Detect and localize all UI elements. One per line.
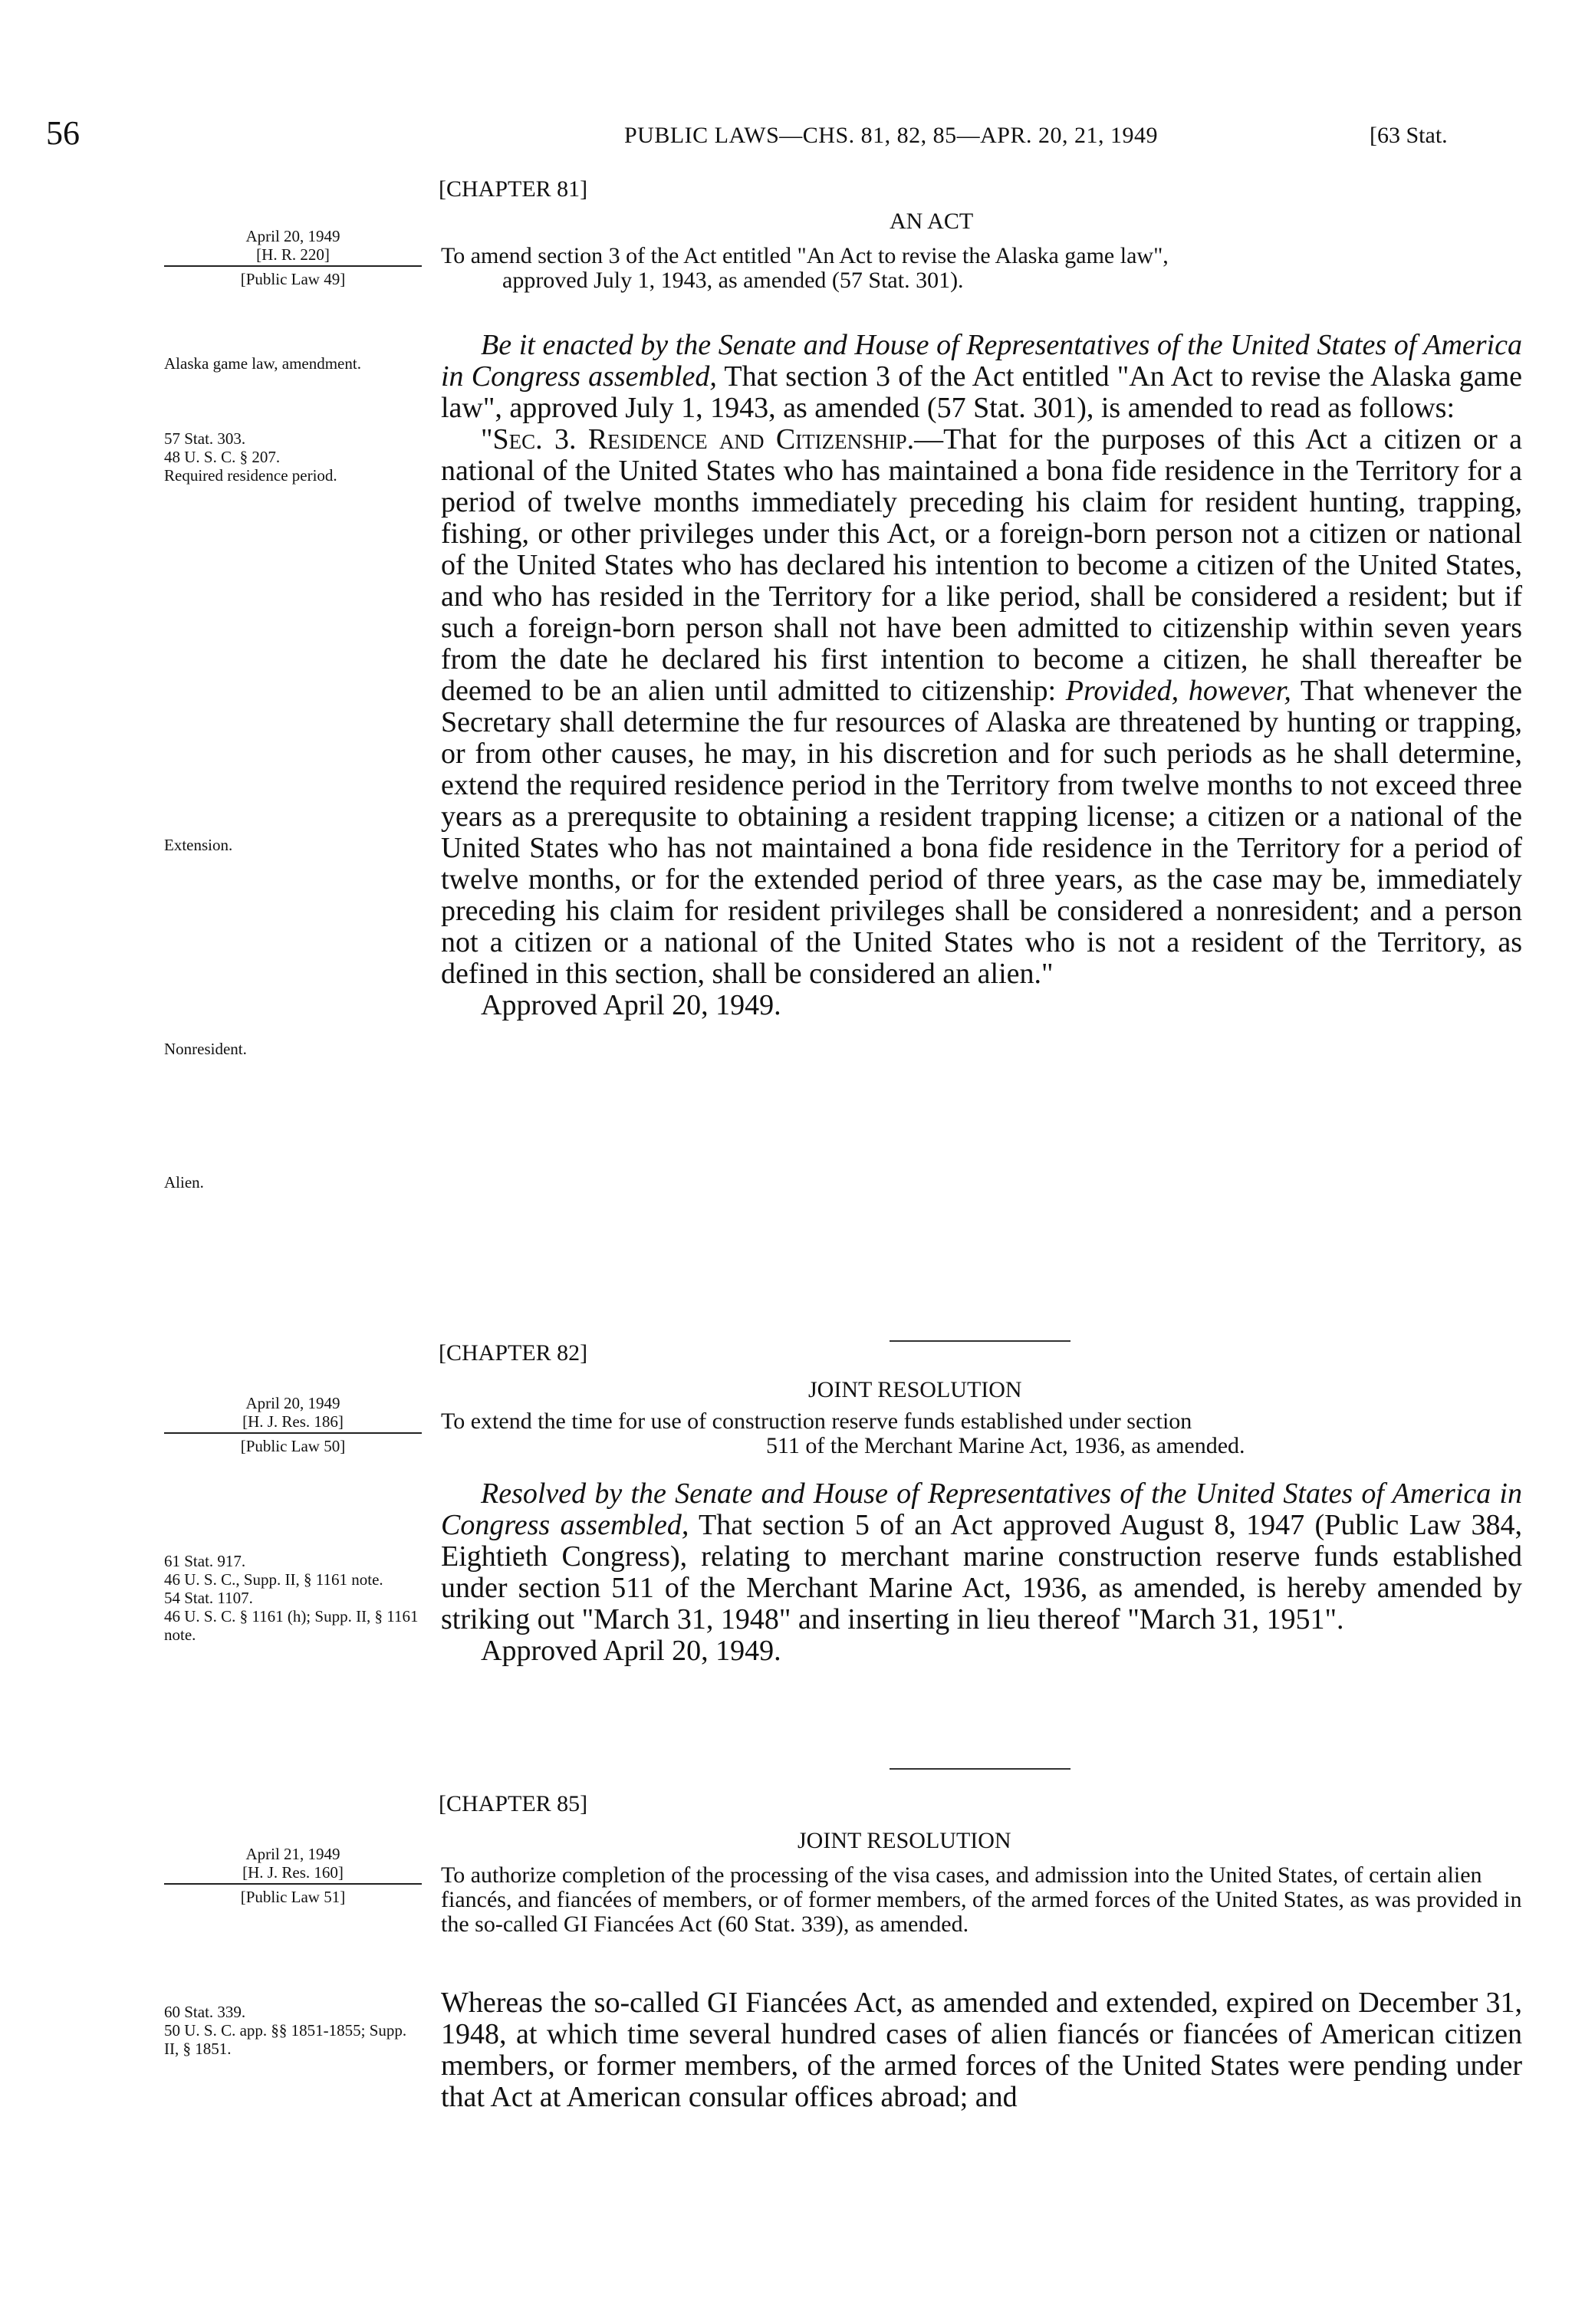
margin-note-residence: Required residence period.	[164, 466, 337, 485]
margin-rule	[164, 1883, 422, 1885]
running-title: PUBLIC LAWS—CHS. 81, 82, 85—APR. 20, 21, 1949	[624, 123, 1158, 148]
resolving-italic: Resolved by the Senate and House of Representatives of the United States of America in Congress assembled,	[441, 1478, 1522, 1541]
chapter-82-margin-header	[164, 1394, 422, 1455]
margin-public-law: [Public Law 51]	[240, 1888, 346, 1906]
section-divider	[890, 1768, 1070, 1770]
chapter-85-heading: JOINT RESOLUTION	[798, 1828, 1011, 1853]
approved-82: Approved April 20, 1949.	[481, 1635, 781, 1667]
title-line-2: approved July 1, 1943, as amended (57 Stat. 301).	[502, 268, 964, 293]
title-line-2: 511 of the Merchant Marine Act, 1936, as amended.	[766, 1433, 1245, 1458]
chapter-81-title	[441, 244, 1522, 293]
margin-cite-2: 50 U. S. C. app. §§ 1851-1855; Supp. II, § 1851.	[164, 2021, 407, 2058]
chapter-85-label: [CHAPTER 85]	[439, 1791, 588, 1816]
page-number: 56	[46, 114, 80, 152]
margin-rule	[164, 1432, 422, 1434]
margin-rule	[164, 265, 422, 267]
section-3-text	[441, 424, 1522, 990]
title-line-1: To extend the time for use of construction reserve funds established under section	[441, 1409, 1192, 1434]
enacting-clause	[441, 330, 1522, 424]
margin-bill: [H. J. Res. 160]	[242, 1863, 344, 1882]
section-text-2: That whenever the Secretary shall determine the fur resources of Alaska are threatened by hunting or trapping, or from other causes, he may, in his discretion and for such periods as he shall determine, extend the required residence period in the Territory from twelve months to not exceed three years as a prerequsite to obtaining a resident trapping license; a citizen or a national of the United States who has not maintained a bona fide residence in the Territory for a period of twelve months, or for the extended period of three years, as the case may be, immediately preceding his claim for resident privileges shall be considered a nonresident; and a person not a citizen or a national of the United States who is not a resident of the Territory, as defined in this section, shall be considered an alien."	[441, 675, 1522, 990]
chapter-81-label: [CHAPTER 81]	[439, 176, 588, 202]
title-text: To authorize completion of the processing of the visa cases, and admission into the United States, of certain alien fiancés, and fiancées of members, or of former members, of the armed forces of the United States, as was provided in the so-called GI Fiancées Act (60 Stat. 339), as amended.	[441, 1862, 1522, 1937]
title-line-1: To amend section 3 of the Act entitled "An Act to revise the Alaska game law",	[441, 243, 1169, 268]
margin-citations-85	[164, 2003, 422, 2058]
margin-date: April 21, 1949	[245, 1845, 340, 1863]
approved-81: Approved April 20, 1949.	[481, 989, 781, 1021]
margin-bill: [H. J. Res. 186]	[242, 1412, 344, 1431]
chapter-85-title	[441, 1863, 1522, 1937]
resolving-rest: That section 5 of an Act approved August 8, 1947 (Public Law 384, Eightieth Congress), relating to merchant marine construction reserve funds established under section 511 of the Merchant Marine Act, 1936, as amended, is hereby amended by striking out "March 31, 1948" and inserting in lieu thereof "March 31, 1951".	[441, 1509, 1522, 1635]
margin-note-alien: Alien.	[164, 1173, 204, 1192]
section-text-1: —That for the purposes of this Act a citizen or a national of the United States who has maintained a bona fide residence in the Territory for a period of twelve months immediately preceding his claim for resident hunting, trapping, fishing, or other privileges under this Act, or a foreign-born person not a citizen or national of the United States who has declared his intention to become a citizen of the United States, and who has resided in the Territory for a like period, shall be considered a resident; but if such a foreign-born person shall not have been admitted to citizenship within seven years from the date he declared his first intention to become a citizen, he shall thereafter be deemed to be an alien until admitted to citizenship:	[441, 423, 1523, 707]
margin-public-law: [Public Law 50]	[240, 1437, 346, 1455]
margin-cite-4: 46 U. S. C. § 1161 (h); Supp. II, § 1161 note.	[164, 1607, 419, 1644]
resolving-clause	[441, 1478, 1522, 1635]
section-label: "Sec. 3. Residence and Citizenship.	[481, 423, 915, 455]
margin-cite-1: 61 Stat. 917.	[164, 1552, 246, 1570]
chapter-81-heading: AN ACT	[890, 209, 974, 234]
chapter-85-margin-header	[164, 1845, 422, 1906]
margin-date: April 20, 1949	[245, 227, 340, 245]
chapter-82-body	[441, 1478, 1522, 1667]
section-divider	[890, 1340, 1070, 1342]
volume-reference: [63 Stat.	[1370, 123, 1448, 148]
margin-note-nonresident: Nonresident.	[164, 1040, 247, 1058]
whereas-clause: Whereas the so-called GI Fiancées Act, as amended and extended, expired on December 31, 1948, at which time several hundred cases of alien fiancés or fiancées of American citizen members, or former members, of the armed forces of the United States were pending under that Act at American consular offices abroad; and	[441, 1987, 1522, 2113]
enacting-italic: Be it enacted by the Senate and House of Representatives of the United States of America in Congress assembled,	[441, 329, 1522, 393]
margin-cite-1: 60 Stat. 339.	[164, 2003, 246, 2021]
enacting-rest: That section 3 of the Act entitled "An Act to revise the Alaska game law", approved July 1, 1943, as amended (57 Stat. 301), is amended to read as follows:	[441, 360, 1522, 424]
margin-bill: [H. R. 220]	[256, 245, 330, 264]
chapter-81-margin-header	[164, 227, 422, 288]
margin-cite-2: 46 U. S. C., Supp. II, § 1161 note.	[164, 1570, 383, 1589]
chapter-82-title	[441, 1409, 1522, 1458]
chapter-85-body	[441, 1987, 1522, 2113]
margin-cite-3: 54 Stat. 1107.	[164, 1589, 253, 1607]
margin-cite-1: 57 Stat. 303.	[164, 429, 246, 448]
chapter-81-body	[441, 330, 1522, 1021]
margin-public-law: [Public Law 49]	[240, 270, 346, 288]
margin-cite-2: 48 U. S. C. § 207.	[164, 448, 281, 466]
margin-note-extension: Extension.	[164, 836, 233, 854]
chapter-82-heading: JOINT RESOLUTION	[808, 1377, 1022, 1402]
margin-citations-81	[164, 429, 422, 485]
margin-note-subject: Alaska game law, amendment.	[164, 354, 361, 373]
provided-italic: Provided, however,	[1065, 675, 1291, 707]
margin-citations-82	[164, 1552, 422, 1644]
margin-date: April 20, 1949	[245, 1394, 340, 1412]
chapter-82-label: [CHAPTER 82]	[439, 1340, 588, 1366]
